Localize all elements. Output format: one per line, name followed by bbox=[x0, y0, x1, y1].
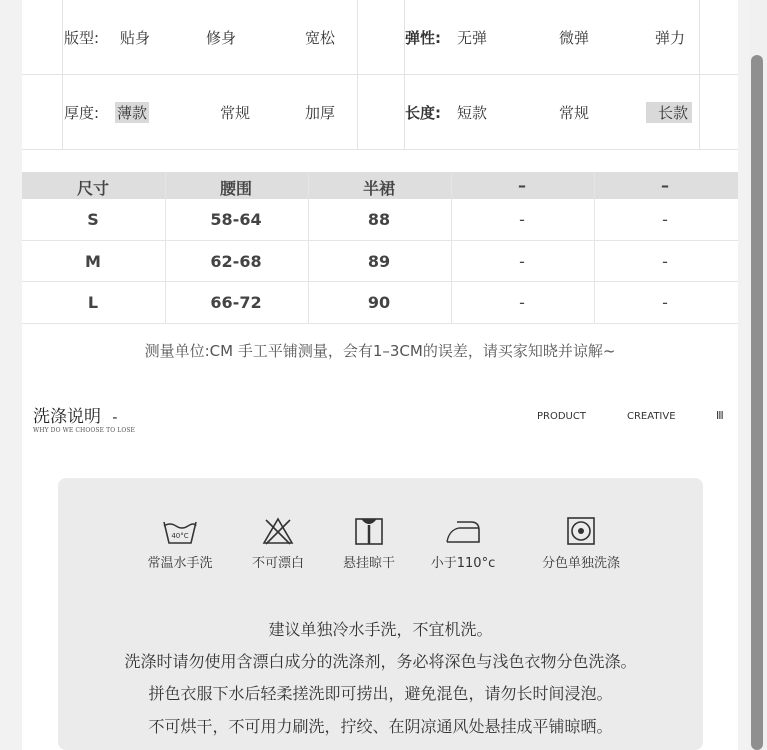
hang-dry-icon bbox=[353, 516, 385, 546]
care-item-hang-dry bbox=[319, 516, 419, 571]
instruction-line-3: 拼色衣服下水后轻柔搓洗即可捞出，避免混色，请勿长时间浸泡。 bbox=[148, 684, 613, 703]
instruction-line-2: 洗涤时请勿使用含漂白成分的洗涤剂，务必将深色与浅色衣物分色洗涤。 bbox=[124, 652, 637, 671]
header-waist: 腰围 bbox=[219, 179, 252, 198]
length-option-2: 常规 bbox=[559, 104, 590, 122]
thickness-option-3: 加厚 bbox=[305, 104, 336, 122]
table-cell: S bbox=[87, 210, 99, 229]
table-cell: - bbox=[519, 210, 525, 229]
header-skirt-length: 半裙 bbox=[362, 179, 395, 198]
thickness-option-selected: 薄款 bbox=[117, 104, 148, 122]
table-cell: - bbox=[662, 210, 668, 229]
table-cell: 58-64 bbox=[210, 210, 262, 229]
table-cell: - bbox=[662, 293, 668, 312]
table-cell: 90 bbox=[367, 293, 391, 312]
care-label-hand-wash: 常温水手洗 bbox=[147, 556, 213, 571]
measurement-note: 测量单位:CM 手工平铺测量，会有1–3CM的误差，请买家知晓并谅解~ bbox=[144, 342, 616, 360]
fit-option-2: 修身 bbox=[206, 29, 237, 47]
wash-instruction-panel bbox=[58, 478, 703, 750]
fit-label: 版型: bbox=[64, 29, 100, 47]
thickness-option-2: 常规 bbox=[220, 104, 251, 122]
wash-title-dash: - bbox=[112, 410, 118, 426]
instruction-line-4: 不可烘干，不可用力刷洗，拧绞、在阴凉通风处悬挂成平铺晾晒。 bbox=[148, 717, 613, 736]
product-detail-card bbox=[22, 0, 738, 750]
wash-temp-text: 40°C bbox=[171, 532, 189, 540]
care-item-separate-wash bbox=[520, 516, 642, 571]
table-cell: - bbox=[662, 252, 668, 271]
elasticity-option-1: 无弹 bbox=[457, 29, 488, 47]
wash-section-title bbox=[33, 402, 117, 427]
iron-icon bbox=[443, 516, 483, 546]
table-cell: - bbox=[519, 252, 525, 271]
care-item-iron bbox=[413, 516, 513, 571]
care-item-no-bleach bbox=[228, 516, 328, 571]
header-size: 尺寸 bbox=[76, 179, 109, 198]
attribute-grid bbox=[22, 0, 738, 150]
nav-creative[interactable]: CREATIVE bbox=[627, 411, 676, 422]
care-label-no-bleach: 不可漂白 bbox=[251, 556, 304, 571]
table-cell: 66-72 bbox=[210, 293, 262, 312]
scrollbar-thumb[interactable] bbox=[751, 55, 763, 750]
table-cell: M bbox=[85, 252, 101, 271]
care-label-hang-dry: 悬挂晾干 bbox=[342, 556, 395, 571]
wash-section-subtitle: WHY DO WE CHOOSE TO LOSE bbox=[33, 427, 136, 434]
table-cell: 88 bbox=[367, 210, 391, 229]
nav-product[interactable]: PRODUCT bbox=[537, 411, 586, 422]
elasticity-option-2: 微弹 bbox=[559, 29, 590, 47]
fit-option-3: 宽松 bbox=[305, 29, 336, 47]
wash-tub-40-icon bbox=[161, 516, 199, 546]
header-empty-1: – bbox=[518, 176, 526, 195]
table-cell: 62-68 bbox=[210, 252, 262, 271]
wash-title-text: 洗涤说明 bbox=[33, 407, 101, 427]
instruction-line-1: 建议单独冷水手洗，不宜机洗。 bbox=[268, 620, 493, 639]
elasticity-label: 弹性: bbox=[405, 29, 441, 47]
table-cell: 89 bbox=[367, 252, 391, 271]
care-label-separate-wash: 分色单独洗涤 bbox=[541, 556, 620, 571]
thickness-label: 厚度: bbox=[64, 104, 100, 122]
care-item-hand-wash bbox=[130, 516, 230, 571]
separate-wash-icon bbox=[565, 516, 597, 546]
table-cell: - bbox=[519, 293, 525, 312]
length-option-1: 短款 bbox=[457, 104, 488, 122]
length-option-selected: 长款 bbox=[646, 102, 692, 123]
menu-bars-icon[interactable]: III bbox=[716, 409, 723, 422]
header-empty-2: – bbox=[661, 176, 669, 195]
no-bleach-icon bbox=[261, 516, 295, 546]
fit-option-1: 贴身 bbox=[120, 29, 151, 47]
table-cell: L bbox=[87, 293, 99, 312]
length-label: 长度: bbox=[405, 104, 441, 122]
elasticity-option-3: 弹力 bbox=[655, 29, 686, 47]
care-label-iron: 小于110°c bbox=[430, 556, 496, 571]
